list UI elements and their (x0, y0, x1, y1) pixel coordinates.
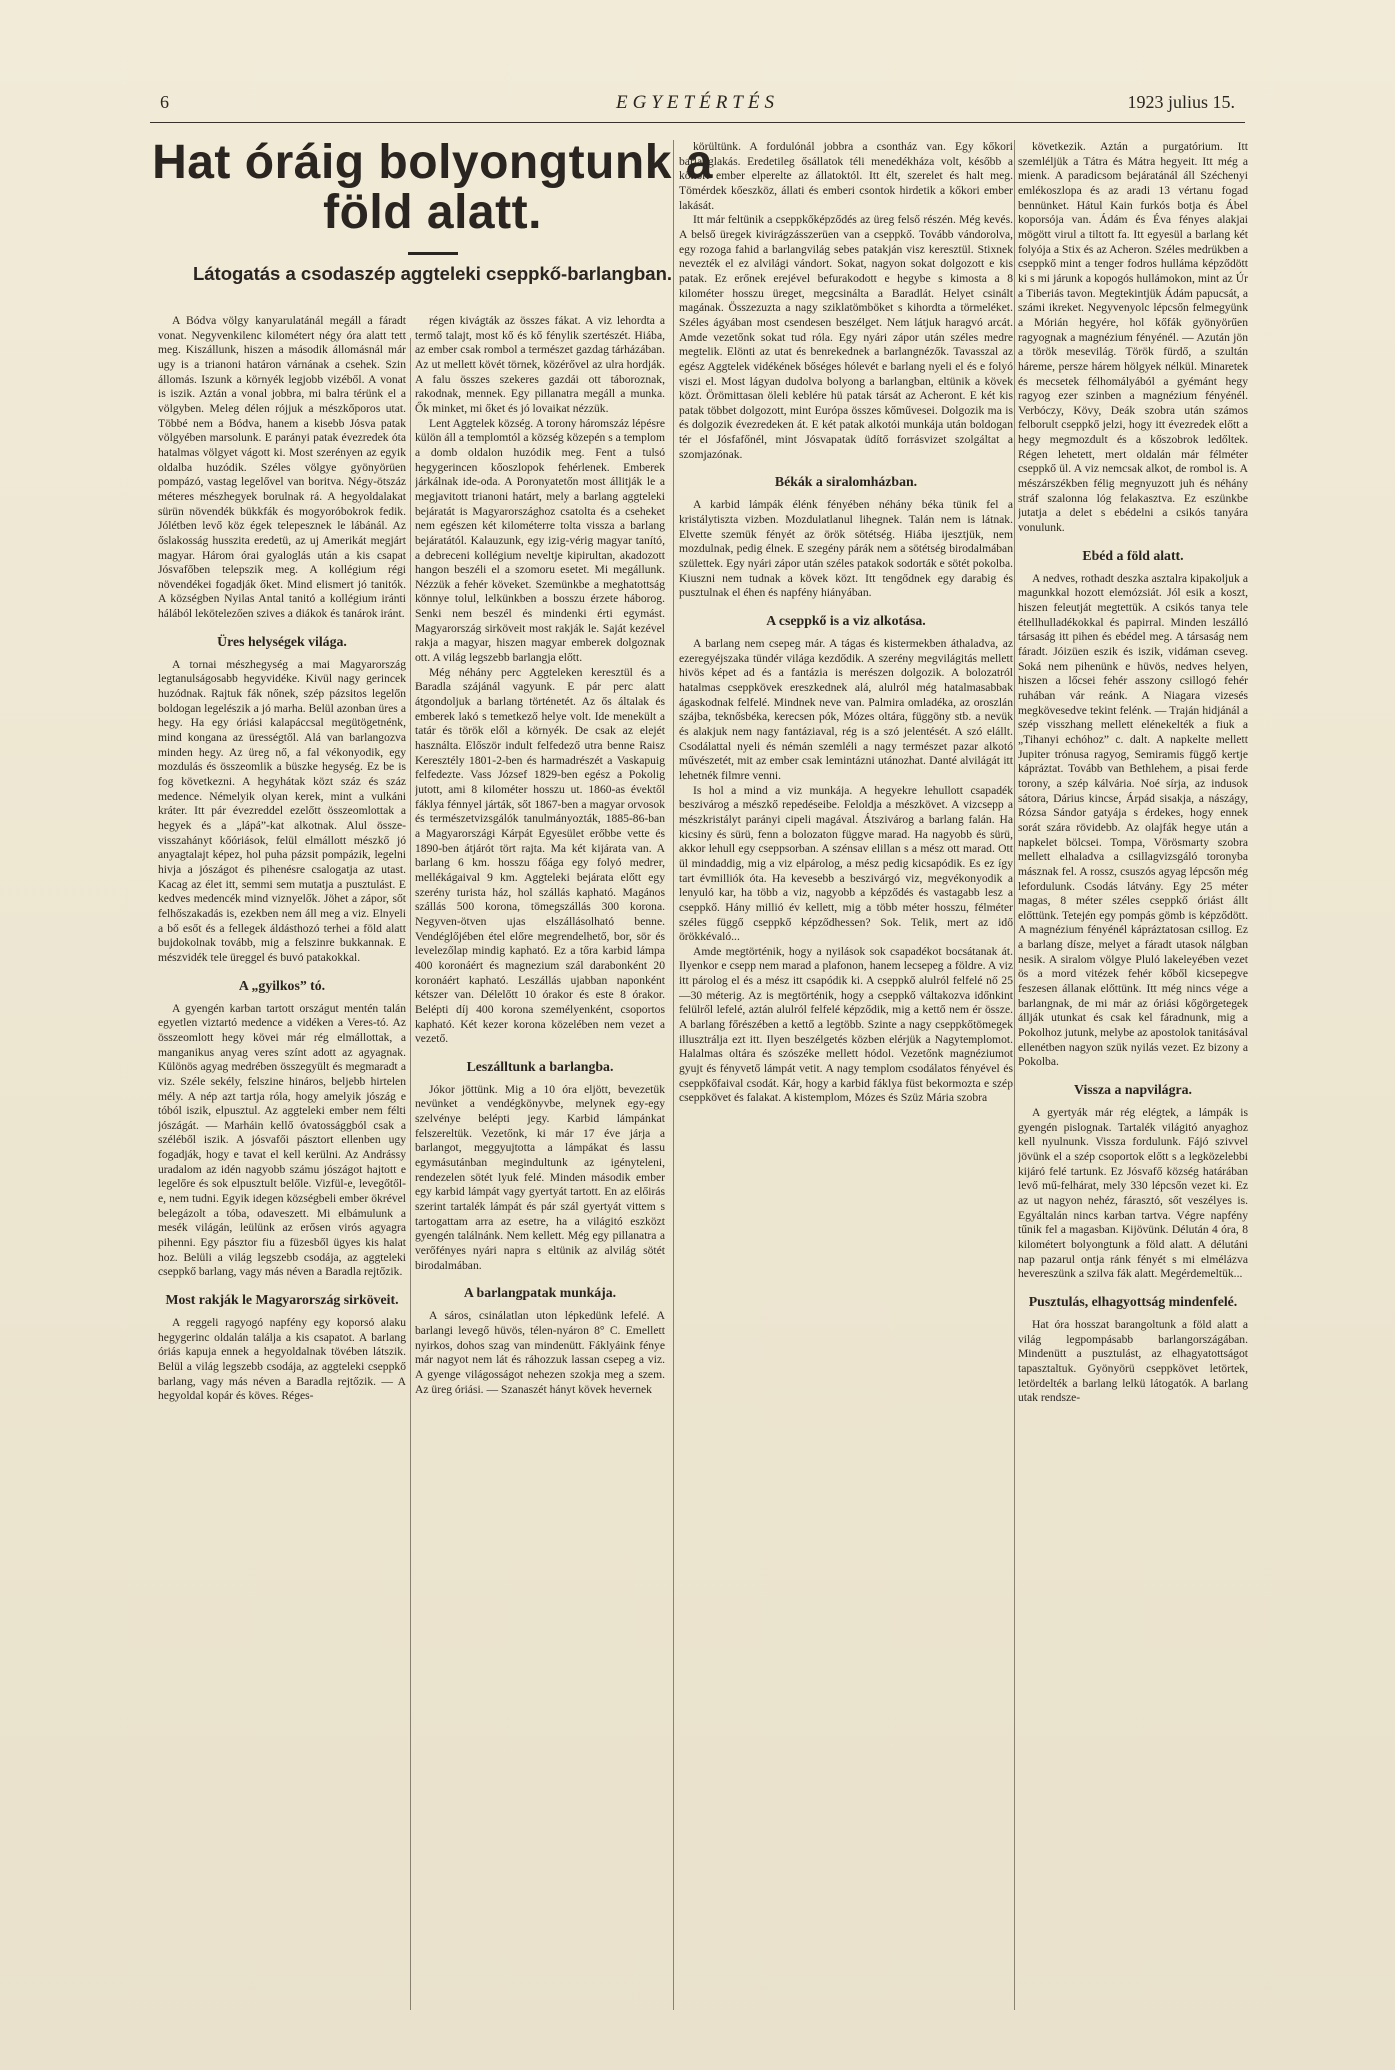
paragraph: A gyengén karban tartott országut mentén talán egyetlen viztartó medence a vidéken a Veres-tó. Az összeomlott hegy kövei már rég elmállottak, a manganikus anyag veres színt adott az agyagnak. Különös agyag medrében összegyült és megmaradt a viz. Széle sekély, felszine hináros, beljebb hirtelen mély. A nép azt tartja róla, hogy amelyik jószág e tóból iszik, elpusztul. Az aggteleki ember nem félti jószágát. — Marháin kellő óvatossággból csak a széléből iszik. A jósvafői pásztort ellenben ugy fogadják, hogy e tavat el kell kerülni. Az Andrássy uradalom az idén nagyobb számu jószágot hajtott e legelőre és sok elpusztult belőle. Vizfül-e, levegőtől-e, nem tudni. Egyik idegen községbeli ember ökrével belegázolt a tóba, odaveszett. Mi elbámulunk a mesék világán, leülünk az erősen virós agyagra pihenni. Egy pásztor fiu a füzesből ügyes kis halat hoz. Belüli a világ legszebb csodája, az aggteleki cseppkő barlang, vagy más néven a Baradla rejtőzik. (158, 1001, 406, 1279)
paragraph: Lent Aggtelek község. A torony háromszáz lépésre külön áll a templomtól a község közepén s a templom a domb oldalon huzódik meg. Fent a tulsó hegygerincen kőoszlopok fehérlenek. Emberek járkálnak ide-oda. A Poronyatetőn most állitják le a megjavitott trianoni határt, mely a barlang aggteleki bejáratát is Magyarországhoz csatolta és a cseheket nem egészen két kilométerre tolta vissza a barlang bejáratától. Kalauzunk, egy izig-vérig magyar tanító, a debreceni kollégium neveltje kipirultan, akadozott hangon beszéli el a szomoru esetet. Mi megállunk. Nézzük a fehér köveket. Szemünkbe a meghatottság könnye tolul, lelkünkben a bosszu érzete háborog. Senki nem beszél és mindenki érti egymást. Magyarország sirköveit most rakják le. Saját kezével rakja a magyar, hiszen magyar emberek dolgoznak ott. A világ legszebb barlangja előtt. (415, 416, 665, 665)
page-number: 6 (160, 92, 169, 112)
section-heading: A „gyilkos” tó. (238, 977, 326, 993)
paragraph: következik. Aztán a purgatórium. Itt szemléljük a Tátra és Mátra hegyeit. Itt még a mienk. A paradicsom bejáratánál áll Széchenyi emlékoszlopa és az aradi 13 vértanu fogad bennünket. Hátul Kain furkós botja és Ábel koporsója van. Ádám és Éva fényes alakjai mögött virul a tiltott fa. Itt egyesül a barlang két folyója a Stix és az Acheron. Széles medrükben a cseppkő mint a tenger fodros hulláma képződött ki s mi járunk a kopogós hullámokon, mint az Úr a Tiberiás tavon. Megtekintjük Ádám papucsát, a számi ikreket. Negyvenyolc lépcsőn felmegyünk a Mórián hegyére, hol kőfák gyönyörűen ragyognak a magnézium fényénél. — Azután jön a török mesevilág. Török fürdő, a szultán háreme, persze hárem hölgyek nélkül. Minaretek és mecsetek félhomályából a gyémánt hegy ragyog ezer szinben a magnézium fényénél. Verbóczy, Kövy, Deák szobra után számos felborult cseppkő jelzi, hogy itt évezredek előtt a hegy megmozdult és a kőszobrok ledőltek. Régen lehetett, mert oldalán már félméter cseppkő ül. A viz nemcsak alkot, de rombol is. A mészárszékben félig megnyuzott juh és néhány stráf szalonna lóg felakasztva. Ez eszünkbe jutatja a delet s ebédelni a csikós tanyára vonulunk. (1018, 140, 1248, 535)
section-heading: Pusztulás, elhagyottság mindenfelé. (1028, 1293, 1238, 1309)
subheadline: Látogatás a csodaszép aggteleki cseppkő-barlangban. (192, 263, 673, 284)
column-divider (410, 338, 411, 2010)
section-heading: A cseppkő is a viz alkotása. (766, 613, 926, 629)
paragraph: A sáros, csinálatlan uton lépkedünk lefelé. A barlangi levegő hüvös, télen-nyáron 8° C. Emellett nyirkos, dohos szag van mindenütt. Fáklyáink fénye már nagyot nem lát és ráhozzuk lassan csepeg a viz. A gyenge világosságot nehezen szokja meg a szem. Az üreg óriási. — Szanaszét hányt kövek hevernek (415, 1309, 665, 1396)
paragraph: A tornai mészhegység a mai Magyarország legtanulságosabb hegyvidéke. Kivül nagy gerincek huzódnak. Rajtuk fák nőnek, szép pázsitos legelőn boldogan legelészik a jó marha. Belül azonban üres a hegy. Ha egy óriási kalapáccsal megütögetnénk, mind kongana az ürességtől. Alá van barlangozva minden hegy. Az üreg nő, a fal vékonyodik, egy mozdulás és összeomlik a büszke hegység. Ez be is fog következni. A hegyhátak közt száz és száz medence. Némelyik olyan kerek, mint a vulkáni kráter. Itt pár évezreddel ezelőtt összeomlottak a hegyek és a „lápá”-kat alkotnak. Alul össze-visszahányt kőóriások, felül elmállott mészkő jó anyagtalajt képez, hol puha pázsit pompázik, legelni hivja a jószágot és pihenésre csalogatja az utast. Kacag az élet itt, semmi sem mutatja a pusztulást. E kedves medencék mind viznyelők. Jöhet a zápor, sőt felhőszakadás is, ezekben nem áll meg a viz. Elnyeli a bő esőt és a fellegek áldásthozó terhei a föld alatt bujdokolnak tovább, mig a felszinre bukkannak. E mészvidék tele üreggel és buvó patakokkal. (158, 657, 406, 964)
section-heading: A barlangpatak munkája. (463, 1285, 617, 1301)
column-4 (1018, 140, 1248, 2006)
section-heading: Vissza a napvilágra. (1074, 1082, 1192, 1098)
paragraph: Itt már feltünik a cseppkőképződés az üreg felső részén. Még kevés. A belső üregek kivirágzásszerüen van a cseppkő. Tovább vándorolva, egy rozoga fahid a barlangvilág sebes patakján visz keresztül. Stixnek nevezték el ez alvilági vándort. Sokat, nagyon sokat dolgozott e kis patak. Ez erőnek erejével befurakodott e hegybe s kimosta a 8 kilométer hosszu üreget, megcsinálta a Baradlát. Helyet csinált magának. Összezuzta a nagy sziklatömböket s kihordta a törmeléket. Széles ágyában most csendesen beszélget. Nem látjuk haragvó arcát. Amde vezetőnk sokat tud róla. Egy nyári zápor után széles medre megtelik. Elönti az utat és benrekednek a barlangnézők. Tavasszal az egész Aggtelek vidékének bőséges hólevét e barlang nyeli el és e folyó viszi el. Most lágyan dudolva bolyong a barlangban, eltünik a kövek közt. Örömittasan öleli keblére hü patak társát az Acheront. E két kis patak többet dolgozott, mint Európa összes kőművesei. Dolgozik ma is és dolgozik évezredeken át. E két patak alkotói munkája után boldogan tér el Jósfafőnél, mint Jósvapatak üdítő forrásvizet szolgáltat a szomjazónak. (679, 213, 1013, 461)
paragraph: Amde megtörténik, hogy a nyilások sok csapadékot bocsátanak át. Ilyenkor e csepp nem marad a plafonon, hanem lecsepeg a földre. A viz itt párolog el és a mész itt csapódik ki. A cseppkő alulról felfelé nő 25—30 méterig. Az is megtörténik, hogy a cseppkő váltakozva időnkint felülről lefelé, aztán alulról felfelé képződik, mig a kettő nem ér össze. A barlang főrészében a kettő a legtöbb. Szinte a nagy cseppkőtömegek illusztrálja ezt itt. Ilyen beszélgetés közben elérjük a Nagytemplomot. Halalmas oltára és szószéke mellett hódol. Vezetőnk magnéziumot gyujt és fényvető lámpát vetit. A nagy templom csodálatos fényével és cseppkőfaival csodát. Kár, hogy a karbid fáklya füst bekormozta e szép cseppkövet és falakat. A kistemplom, Mózes és Szüz Mária szobra (679, 944, 1013, 1105)
paragraph: körültünk. A fordulónál jobbra a csontház van. Egy kőkori barlanglakás. Eredetileg ősállatok téli menedékháza volt, később a kőkori ember elperelte az állatoktól. Itt élt, szerelet és halt meg. Tömérdek kőeszköz, állati és emberi csontok hirdetik a kőkori ember lakását. (679, 140, 1013, 212)
column-divider (1014, 140, 1015, 2010)
article-headline-block (150, 138, 715, 284)
section-heading: Leszálltunk a barlangba. (466, 1058, 614, 1074)
paragraph: Hat óra hosszat barangoltunk a föld alatt a világ legpompásabb barlangországában. Mindenütt a pusztulást, az elhagyatottságot tapasztaltuk. Gyönyörü cseppkövet letörtek, letördelték a barlang lelkü látogatók. A barlang utak rendsze- (1018, 1317, 1248, 1405)
column-divider (673, 140, 674, 2010)
paragraph: A karbid lámpák élénk fényében néhány béka tünik fel a kristálytiszta vizben. Mozdulatlanul lihegnek. Talán nem is látnak. Elvette szemük fényét az örök sötétség. Hiába ijesztjük, nem mozdulnak, pedig élnek. E szegény párák nem a sötétség birodalmában születtek. Egy nyári zápor után széles patakok sodorták e sötét pokolba. Kiuszni nem tudnak a kövek közt. Itt tengődnek egy darabig és pusztulnak el éhen és napfény hiányában. (679, 498, 1013, 600)
paragraph: Még néhány perc Aggteleken keresztül és a Baradla szájánál vagyunk. E pár perc alatt átgondoljuk a barlang történetét. Az ős általak és emberek lakó s temetkező helye volt. Ide menekült a tatár és török elől a környék. De csak az elejét használta. Először indult felfedező utra benne Raisz Keresztély 1801-2-ben és harmadrészét a Vaskapuig felfedezte. Vass József 1829-ben egész a Pokolig jutott, ami 8 kilométer hosszu ut. 1860-as évektől fáklya fénnyel járták, sőt 1867-ben a magyar orvosok és természetvizsgálók tanulmányozták, 1885-86-ban a Magyarországi Kárpát Egyesület erőbbe vette és 1890-ben átjárót tört rajta. Ma két kijárata van. A barlang 6 km. hosszu főága egy folyó medrer, mellékágaival 9 km. Aggteleki bejárata előtt egy szerény turista ház, hol szállás kapható. Magános szállás 500 korona, tömegszállás 300 korona. Negyven-ötven ujas elszállásolható benne. Vendéglőjében étel előre megrendelhető, bor, sör és levelezőlap mindig kapható. Ez a tőra karbid lámpa 400 koronáért és magnezium szál darabonként 20 koronáért kapható. Leszállás ujabban naponként kétszer van. Délelőtt 10 órakor és este 8 órakor. Belépti díj 400 korona személyenként, csoportos kapható. Két kezer korona közelében nem vezet a vezető. (415, 665, 665, 1046)
issue-date: 1923 julius 15. (1127, 92, 1235, 112)
paragraph: A barlang nem csepeg már. A tágas és kistermekben áthaladva, az ezeregyéjszaka tündér világa kezdődik. A szerény megvilágitás mellett hivös képet ad és a fantázia is merészen dolgozik. A bolozatról hatalmas cseppkövek ereszkednek alá, alulról még hatalmasabbak ágaskodnak felfelé. Mindnek neve van. Palmira omladéka, az oroszlán szájba, teknősbéka, kerecsen pók, Mózes oltára, függöny stb. a nevük és alakjuk nem nagy fantáziaval, rég is a szó jelentését. A szó elállt. Csodálattal nyeli és némán szemléli a nagy természet pazar alkotó művészetét, mit az ember csak lemintázni utánozhat. Danté alvilágát itt lehetnék filmre venni. (679, 637, 1013, 782)
paragraph: A Bódva völgy kanyarulatánál megáll a fáradt vonat. Negyvenkilenc kilométert négy óra alatt tett meg. Kiszállunk, hiszen a második állomásnál már ugy is a trianoni határon várnának a csehek. Szin állomás. Iszunk a környék legjobb vizéből. A vonat is iszik. Aztán a vonal jobbra, mi balra térünk el a völgyben. Meleg délen rójjuk a mészkőporos utat. Többé nem a Bódva, hanem a kisebb Jósva patak völgyében marsolunk. E parányi patak évezredek óta hatalmas völgyet vágott ki. Most szerényen az egyik oldalba huzódik. Széles völgye gyönyörüen pompázó, vastag legelővel van boritva. Négy-ötszáz méteres mészhegyek borulnak rá. A hegyoldalakat sürün növendék bükkfák és mogyoróbokrok fedik. Jólétben levő köz égek telepesznek le lábánál. Az őslakosság husszita eredetü, az uj Amerikát megjárt magyar. Három órai gyaloglás után a kis csapat Jósvafőben telepszik meg. A kollégium régi növendékei fogadják őket. Mind elismert jó tanitók. A községben Nyilas Antal tanitó a kollégium iránti hálából lekötelezően szives a diákok és tanárok iránt. (158, 314, 406, 621)
section-heading: Most rakják le Magyarország sirköveit. (165, 1292, 399, 1308)
paragraph: régen kivágták az összes fákat. A viz lehordta a termő talajt, most kő és kő fénylik szertészét. Hiába, az ember csak rombol a természet gazdag tárházában. Az ut mellett kövét törnek, közérővel az ulra hordják. A falu összes szekeres gazdái ott táboroznak, rakodnak, mennek. Egy pillanatra megáll a munka. Ők minket, mi őket és jó lovaikat nézzük. (415, 314, 665, 415)
section-heading: Üres helységek világa. (217, 633, 347, 649)
header-rule (150, 122, 1245, 123)
masthead: EGYETÉRTÉS (616, 92, 779, 113)
headline: Hat óráig bolyongtunk a föld alatt. (152, 136, 713, 239)
column-2 (415, 314, 665, 2006)
paragraph: A reggeli ragyogó napfény egy koporsó alaku hegygerinc oldalán találja a kis csapatot. A barlang óriás kapuja ennek a hegyoldalnak tövében látszik. Belül a világ legszebb csodája, az aggteleki cseppkő barlang, vagy más néven a Baradla rejtőzik. — A hegyoldal kopár és köves. Réges- (158, 1316, 406, 1403)
column-1 (158, 314, 406, 2006)
section-heading: Békák a siralomházban. (774, 474, 918, 490)
headline-separator (408, 252, 458, 255)
paragraph: Is hol a mind a viz munkája. A hegyekre lehullott csapadék beszivárog a mészkő repedéseibe. Feloldja a mészkövet. A vizcsepp a mészkristályt parányi cipeli magával. Átszivárog a barlang falán. Ha kicsiny és sürü, fenn a bolozaton függve marad. Ha nagyobb és sürü, akkor lehull egy cseppsorban. A szénsav elillan s a mész ott marad. Ott ül mindaddig, mig a viz elpárolog, a mész pedig kicsapódik. Es ez így tart évmilliók óta. Ha kevesebb a beszivárgó viz, megvékonyodik a lenyuló kar, ha több a viz, nagyobb a képződés és vastagabb lesz a cseppkő. Hány millió év kellett, mig a több méter hosszu, félméter széles függő cseppkő képződhessen? Sok. Telik, mert az idő örökkévaló... (679, 783, 1013, 944)
paragraph: Jókor jöttünk. Mig a 10 óra eljött, bevezetük nevünket a vendégkönyvbe, melynek egy-egy szelvénye belépti jegy. Karbid lámpánkat felszereltük. Vezetőnk, ki már 17 éve járja a barlangot, meggyujtotta a lámpákat és lassu egymásutánban megindultunk az igényteleni, rendezelen sötét lyuk felé. Minden második ember egy karbid lámpát vagy gyertyát tartott. En az előirás szerint tartalék lámpát és pár szál gyertyát vittem s tartogattam arra az esetre, ha a világitó eszközt gyengén találnánk. Nem kellett. Még egy pillanatra a verőfényes nyári napra s eltünik az alvilág sötét birodalmában. (415, 1082, 665, 1272)
paragraph: A nedves, rothadt deszka asztalra kipakoljuk a magunkkal hozott elemózsiát. Jól esik a koszt, hiszen feleutját megtettük. A csikós tanya tele étellhulladékokkal és papirral. Minden leszálló társaság itt pihen és ebédel meg. A társaság nem fáradt. Jóizüen eszik és iszik, vidáman cseveg. Soká nem pihenünk e hüvös, nedves helyen, hiszen a lőcsei fehér asszony csillogó fehér ruhában vár reánk. A Niagara vizesés megkövesedve tekint felénk. — Traján hidjánál a szép visszhang mellett elénekelték a fiuk a „Tihanyi echóhoz” c. dalt. A napkelte mellett Jupiter trónusa ragyog, Semiramis függő kertje kápráztat. Tovább van Bethlehem, a pisai ferde torony, a szép kálvária. Noé sírja, az indusok sátora, Dárius kincse, Árpád sisakja, a nászágy, Rózsa Sándor gatyája s érdekes, hogy ennek sorát szára rövidebb. Az olajfák hegye után a napkelet bölcsei. Tompa, Vörösmarty szobra mellett elhaladva a csillagvizsgáló toronyba másznak fel. A rossz, csuszós agyag lépcsőn még lefordulunk. Csodás látvány. Egy 25 méter magas, 8 méter széles cseppkő óriást állt előttünk. Tetején egy pompás gömb is képződött. A magnézium fényénél kápráztatosan csillog. Ez a barlang dísze, melyet a fáradt utasok nálgban nesik. A siralom völgye Pluló lakeleyében vezet ös a mord vitézek fehér kőből kicsepegve feszesen állanak előttünk. Itt még nincs vége a barlangnak, de mi már az óriási kőgörgetegek állják utunkat és csak kel fáradnunk, mig a Pokolhoz jutunk, melybe az apostolok tanitásával ellenétben nagyon szük nyilás vezet. Ez bizony a Pokolba. (1018, 571, 1248, 1069)
column-3 (679, 140, 1013, 2006)
page-header (150, 92, 1245, 120)
paragraph: A gyertyák már rég elégtek, a lámpák is gyengén pislognak. Tartalék világitó anyaghoz kell nyulnunk. Vissza fordulunk. Fájó szivvel jövünk el a szép csoportok előtt s a legközelebbi kijáró felé tartunk. Ez Jósvafő község határában levő mű-felhárat, mely 330 lépcsőn vezet ki. Ez az ut nagyon nehéz, fárasztó, sőt veszélyes is. Egyáltalán nincs karban tartva. Végre napfény tűnik fel a magasban. Kijövünk. Délután 4 óra, 8 kilométert bolyongtunk a föld alatt. A délutáni nap pazarul ontja ránk fényét s mi elmélázva hevereszünk a szilva fák alatt. Megérdemeltük... (1018, 1106, 1248, 1281)
section-heading: Ebéd a föld alatt. (1082, 547, 1184, 563)
